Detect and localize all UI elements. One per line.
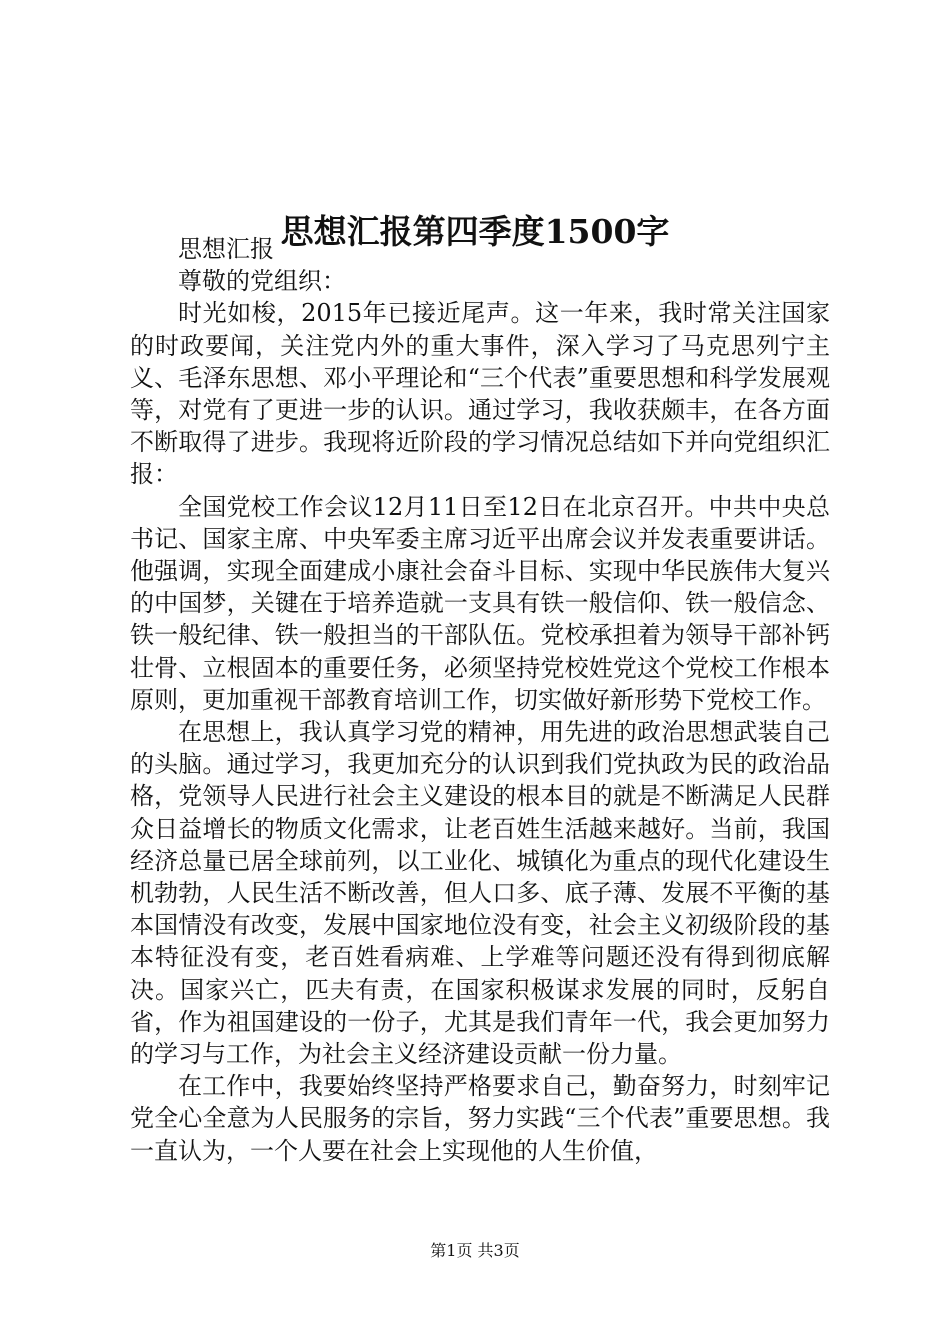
page-footer: 第1页 共3页 <box>430 1241 520 1260</box>
report-heading: 思想汇报 <box>178 235 274 263</box>
body-paragraph: 在思想上，我认真学习党的精神，用先进的政治思想武装自己的头脑。通过学习，我更加充分的认识到我们党执政为民的政治品格，党领导人民进行社会主义建设的根本目的就是不断满足人民群众日益增长的物质文化需求，让老百姓生活越来越好。当前，我国经济总量已居全球前列，以工业化、城镇化为重点的现代化建设生机勃勃，人民生活不断改善，但人口多、底子薄、发展不平衡的基本国情没有改变，发展中国家地位没有变，社会主义初级阶段的基本特征没有变，老百姓看病难、上学难等问题还没有得到彻底解决。国家兴亡，匹夫有责，在国家积极谋求发展的同时，反躬自省，作为祖国建设的一份子，尤其是我们青年一代，我会更加努力的学习与工作，为社会主义经济建设贡献一份力量。 <box>130 718 830 1069</box>
body-paragraph: 在工作中，我要始终坚持严格要求自己，勤奋努力，时刻牢记党全心全意为人民服务的宗旨，努力实践“三个代表”重要思想。我一直认为，一个人要在社会上实现他的人生价值， <box>130 1072 830 1165</box>
salutation: 尊敬的党组织： <box>178 267 346 296</box>
document-title: 思想汇报第四季度1500字 <box>280 212 670 252</box>
document-body <box>130 233 830 1167</box>
body-paragraph: 时光如梭，2015年已接近尾声。这一年来，我时常关注国家的时政要闻，关注党内外的重大事件，深入学习了马克思列宁主义、毛泽东思想、邓小平理论和“三个代表”重要思想和科学发展观等，对党有了更进一步的认识。通过学习，我收获颇丰，在各方面不断取得了进步。我现将近阶段的学习情况总结如下并向党组织汇报： <box>130 299 830 489</box>
body-paragraph: 全国党校工作会议12月11日至12日在北京召开。中共中央总书记、国家主席、中央军委主席习近平出席会议并发表重要讲话。他强调，实现全面建成小康社会奋斗目标、实现中华民族伟大复兴的中国梦，关键在于培养造就一支具有铁一般信仰、铁一般信念、铁一般纪律、铁一般担当的干部队伍。党校承担着为领导干部补钙壮骨、立根固本的重要任务，必须坚持党校姓党这个党校工作根本原则，更加重视干部教育培训工作，切实做好新形势下党校工作。 <box>130 492 830 714</box>
